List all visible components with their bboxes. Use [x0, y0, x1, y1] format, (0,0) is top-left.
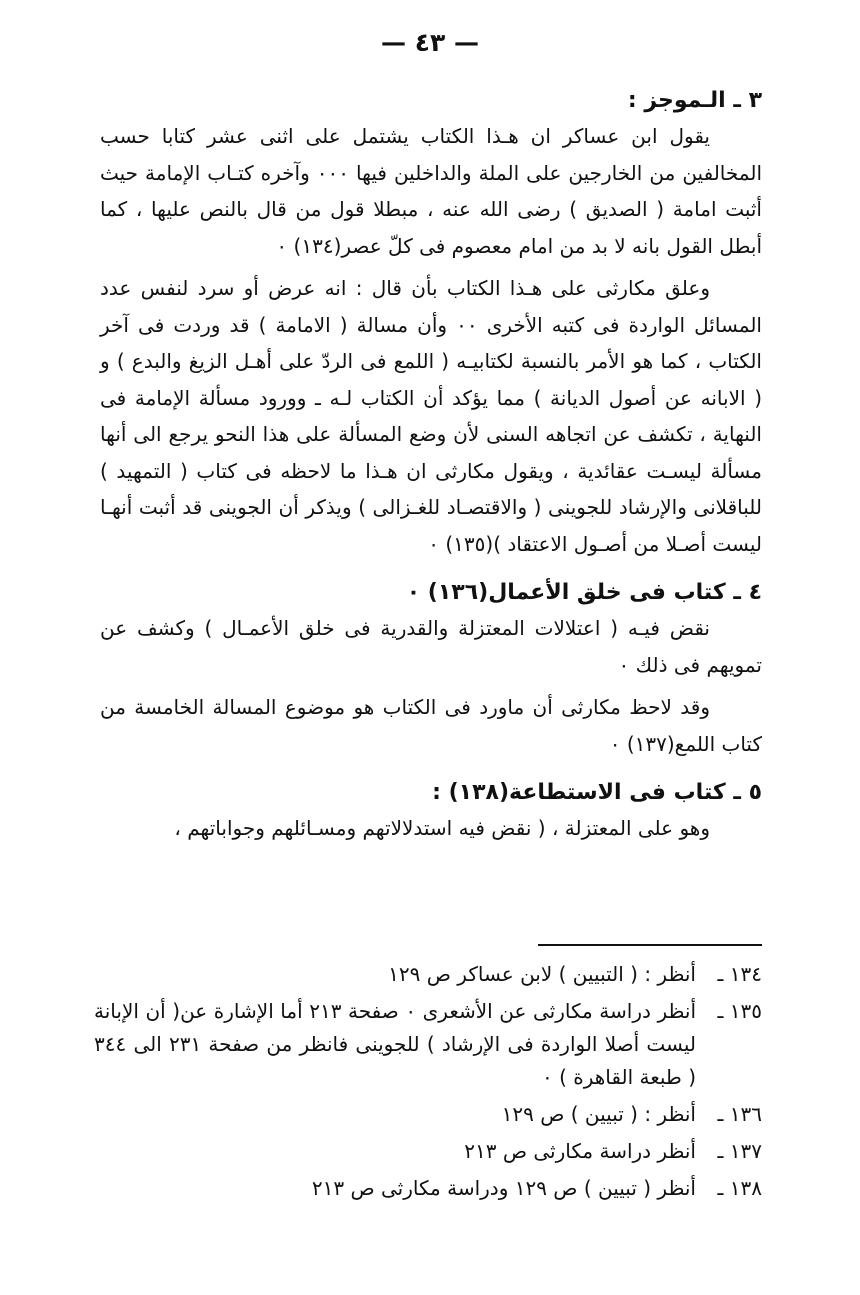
- section-khalq-al-amal: [100, 576, 762, 762]
- page-number: — ٤٣ —: [381, 28, 479, 57]
- paragraph: وهو على المعتزلة ، ( نقض فيه استدلالاتهم ومسـائلهم وجواباتهم ،: [174, 816, 710, 840]
- section-heading: ٤ ـ كتاب فى خلق الأعمال(١٣٦) ٠: [406, 580, 762, 605]
- footnote: [94, 1098, 762, 1131]
- footnote-text: أنظر : ( التبيين ) لابن عساكر ص ١٢٩: [388, 962, 696, 986]
- footnote-text: أنظر ( تبيين ) ص ١٢٩ ودراسة مكارثى ص ٢١٣: [311, 1176, 696, 1200]
- footnote-number: ١٣٨ ـ: [717, 1176, 762, 1200]
- footnote: [94, 1135, 762, 1168]
- footnote-number: ١٣٤ ـ: [717, 962, 762, 986]
- paragraph: وقد لاحظ مكارثى أن ماورد فى الكتاب هو موضوع المسالة الخامسة من كتاب اللمع(١٣٧) ٠: [100, 695, 762, 756]
- footnote-number: ١٣٧ ـ: [717, 1139, 762, 1163]
- section-istitaa: [100, 776, 762, 847]
- footnote-number: ١٣٦ ـ: [717, 1102, 762, 1126]
- footnote: [94, 995, 762, 1094]
- footnote-number: ١٣٥ ـ: [717, 999, 762, 1023]
- paragraph: وعلق مكارثى على هـذا الكتاب بأن قال : انه عرض أو سرد لنفس عدد المسائل الواردة فى كتبه الأخرى ٠٠ وأن مسالة ( الامامة ) قد وردت فى آخر الكتاب ، كما هو الأمر بالنسبة لكتابيـه ( اللمع فى الردّ على أهـل الزيغ والبدع ) و ( الابانه عن أصول الديانة ) مما يؤكد أن الكتاب لـه ـ وورود مسألة الإمامة فى النهاية ، تكشف عن اتجاهه السنى لأن وضع المسألة على هذا النحو يرجع الى أنها مسألة ليسـت عقائدية ، ويقول مكارثى ان هـذا ما لاحظه فى كتاب ( التمهيد ) للباقلانى والإرشاد للجوينى ( والاقتصـاد للغـزالى ) ويذكر أن الجوينى قد أثبت أنهـا ليست أصـلا من أصـول الاعتقاد )(١٣٥) ٠: [100, 276, 762, 556]
- paragraph: نقض فيـه ( اعتلالات المعتزلة والقدرية فى خلق الأعمـال ) وكشف عن تمويهم فى ذلك ٠: [100, 616, 762, 677]
- paragraph: يقول ابن عساكر ان هـذا الكتاب يشتمل على اثنى عشر كتابا حسب المخالفين من الخارجين على الملة والداخلين فيها ٠٠٠ وآخره كتـاب الإمامة حيث أثبت امامة ( الصديق ) رضى الله عنه ، مبطلا قول من قال بالنص عليها ، كما أبطل القول بانه لا بد من امام معصوم فى كلّ عصر(١٣٤) ٠: [100, 124, 763, 258]
- footnote-divider: [538, 944, 762, 946]
- footnotes: [94, 958, 762, 1205]
- footnote: [94, 1172, 762, 1205]
- footnote-text: أنظر دراسة مكارثى ص ٢١٣: [464, 1139, 696, 1163]
- section-heading: ٥ ـ كتاب فى الاستطاعة(١٣٨) :: [432, 780, 762, 805]
- section-mujaz: [100, 84, 762, 562]
- section-heading: ٣ ـ الـموجز :: [627, 88, 762, 113]
- footnote-text: أنظر : ( تبيين ) ص ١٢٩: [501, 1102, 696, 1126]
- footnote: [94, 958, 762, 991]
- main-text: [100, 84, 762, 847]
- footnote-text: أنظر دراسة مكارثى عن الأشعرى ٠ صفحة ٢١٣ أما الإشارة عن( أن الإبانة ليست أصلا الواردة فى الإرشاد ) للجوينى فانظر من صفحة ٢٣١ الى ٣٤٤ ( طبعة القاهرة ) ٠: [94, 999, 697, 1089]
